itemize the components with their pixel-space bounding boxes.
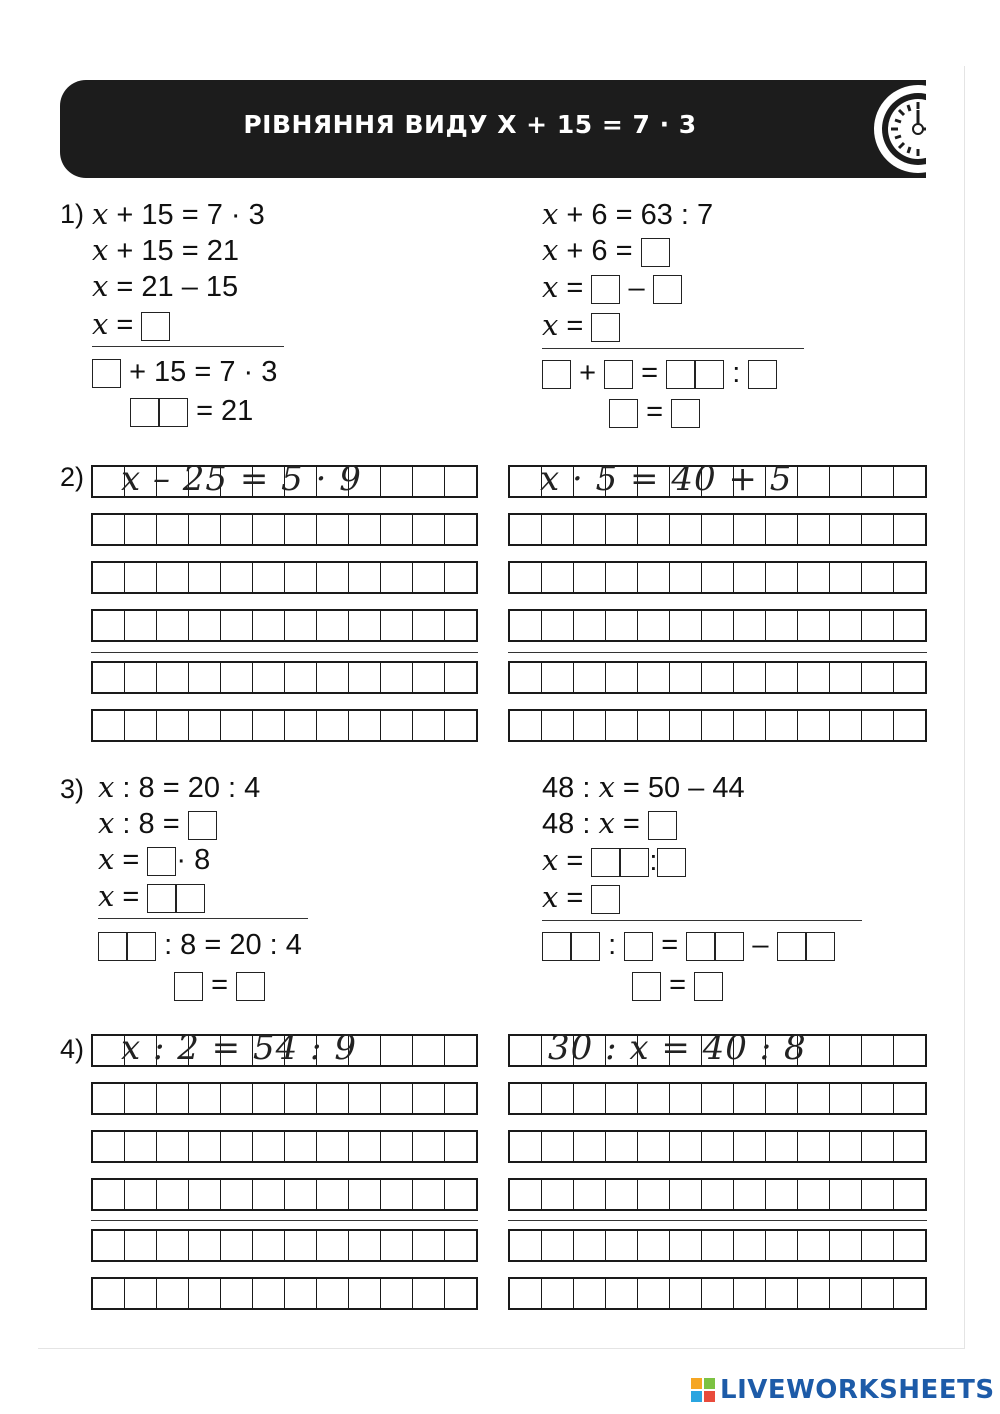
grid-row[interactable] <box>508 1082 927 1115</box>
answer-box[interactable] <box>141 312 170 341</box>
answer-box[interactable] <box>174 972 203 1001</box>
task-number: 2) <box>60 462 85 492</box>
answer-grid-right <box>508 1028 927 1312</box>
grid-row[interactable] <box>508 661 927 694</box>
handwritten-equation: x – 25 = 5 · 9 <box>121 459 362 499</box>
check-line: : 8 = 20 : 4 <box>98 928 302 962</box>
answer-box[interactable] <box>806 932 835 961</box>
answer-box[interactable] <box>591 848 620 877</box>
grid-row[interactable] <box>91 709 478 742</box>
answer-box[interactable] <box>98 932 127 961</box>
answer-grid-left <box>91 459 478 743</box>
grid-row[interactable] <box>91 561 478 594</box>
grid-row[interactable] <box>91 1229 478 1262</box>
equation-line: 48 : x = 50 – 44 <box>542 770 745 804</box>
grid-row[interactable] <box>508 709 927 742</box>
clock-icon <box>856 80 926 178</box>
equation-line: x = · 8 <box>98 842 211 876</box>
divider-line <box>98 918 308 919</box>
equation-line: x = : <box>542 843 686 878</box>
answer-box[interactable] <box>159 398 188 427</box>
answer-box[interactable] <box>648 811 677 840</box>
answer-grid-right <box>508 459 927 743</box>
check-line: = <box>174 968 265 1002</box>
equation-line: x + 6 = <box>542 233 670 268</box>
equation-line: x + 6 = 63 : 7 <box>542 197 714 231</box>
answer-box[interactable] <box>127 932 156 961</box>
answer-box[interactable] <box>591 275 620 304</box>
task-number: 1) <box>60 199 85 229</box>
equation-line: x + 15 = 21 <box>92 233 239 267</box>
answer-box[interactable] <box>176 884 205 913</box>
grid-row[interactable] <box>508 609 927 642</box>
answer-box[interactable] <box>624 932 653 961</box>
answer-box[interactable] <box>130 398 159 427</box>
grid-row[interactable] <box>508 1130 927 1163</box>
grid-row[interactable] <box>91 1277 478 1310</box>
grid-row[interactable] <box>91 609 478 642</box>
brand-name: LIVEWORKSHEETS <box>720 1375 995 1405</box>
grid-row[interactable] <box>508 561 927 594</box>
answer-box[interactable] <box>671 399 700 428</box>
divider-line <box>91 1220 478 1221</box>
answer-box[interactable] <box>657 848 686 877</box>
answer-box[interactable] <box>188 811 217 840</box>
equation-line: x = <box>92 307 170 342</box>
task-number: 3) <box>60 774 85 804</box>
equation-line: x + 15 = 7 · 3 <box>92 197 265 231</box>
handwritten-equation: x : 2 = 54 : 9 <box>121 1028 357 1068</box>
title-banner <box>60 80 926 178</box>
answer-box[interactable] <box>686 932 715 961</box>
equation-line: x = – <box>542 270 682 305</box>
grid-row[interactable] <box>91 1082 478 1115</box>
equation-line: x : 8 = <box>98 806 217 841</box>
equation-line: x = <box>98 879 205 914</box>
check-line: = <box>609 395 700 429</box>
grid-row[interactable] <box>508 1178 927 1211</box>
answer-box[interactable] <box>653 275 682 304</box>
grid-row[interactable] <box>91 661 478 694</box>
answer-box[interactable] <box>591 885 620 914</box>
grid-row[interactable] <box>508 1229 927 1262</box>
check-line: + 15 = 7 · 3 <box>92 355 277 389</box>
answer-box[interactable] <box>542 932 571 961</box>
grid-row[interactable] <box>508 513 927 546</box>
check-line: = 21 <box>130 394 253 428</box>
divider-line <box>508 652 927 653</box>
answer-box[interactable] <box>92 359 121 388</box>
answer-box[interactable] <box>748 360 777 389</box>
answer-box[interactable] <box>571 932 600 961</box>
answer-box[interactable] <box>715 932 744 961</box>
answer-box[interactable] <box>641 238 670 267</box>
answer-box[interactable] <box>777 932 806 961</box>
grid-row[interactable] <box>91 513 478 546</box>
divider-line <box>542 920 862 921</box>
divider-line <box>508 1220 927 1221</box>
answer-box[interactable] <box>591 313 620 342</box>
equation-line: x : 8 = 20 : 4 <box>98 770 261 804</box>
handwritten-equation: 30 : x = 40 : 8 <box>548 1028 807 1068</box>
check-line: + = : <box>542 356 777 390</box>
liveworksheets-logo-icon <box>690 1377 716 1403</box>
equation-line: x = <box>542 308 620 343</box>
check-line: = <box>632 968 723 1002</box>
answer-box[interactable] <box>609 399 638 428</box>
handwritten-equation: x · 5 = 40 + 5 <box>540 459 793 499</box>
equation-line: x = <box>542 880 620 915</box>
grid-row[interactable] <box>91 1130 478 1163</box>
answer-box[interactable] <box>620 848 649 877</box>
divider-line <box>91 652 478 653</box>
answer-box[interactable] <box>694 972 723 1001</box>
liveworksheets-logo <box>690 1375 995 1405</box>
answer-box[interactable] <box>604 360 633 389</box>
divider-line <box>542 348 804 349</box>
check-line: : = – <box>542 928 835 962</box>
task-number: 4) <box>60 1034 85 1064</box>
answer-box[interactable] <box>147 884 176 913</box>
answer-box[interactable] <box>236 972 265 1001</box>
answer-box[interactable] <box>147 847 176 876</box>
answer-box[interactable] <box>632 972 661 1001</box>
equation-line: 48 : x = <box>542 806 677 841</box>
grid-row[interactable] <box>91 1178 478 1211</box>
grid-row[interactable] <box>508 1277 927 1310</box>
answer-box[interactable] <box>666 360 695 389</box>
answer-box[interactable] <box>542 360 571 389</box>
equation-line: x = 21 – 15 <box>92 269 239 303</box>
worksheet-title: РІВНЯННЯ ВИДУ X + 15 = 7 · 3 <box>243 110 697 139</box>
divider-line <box>92 346 284 347</box>
answer-box[interactable] <box>695 360 724 389</box>
answer-grid-left <box>91 1028 478 1312</box>
